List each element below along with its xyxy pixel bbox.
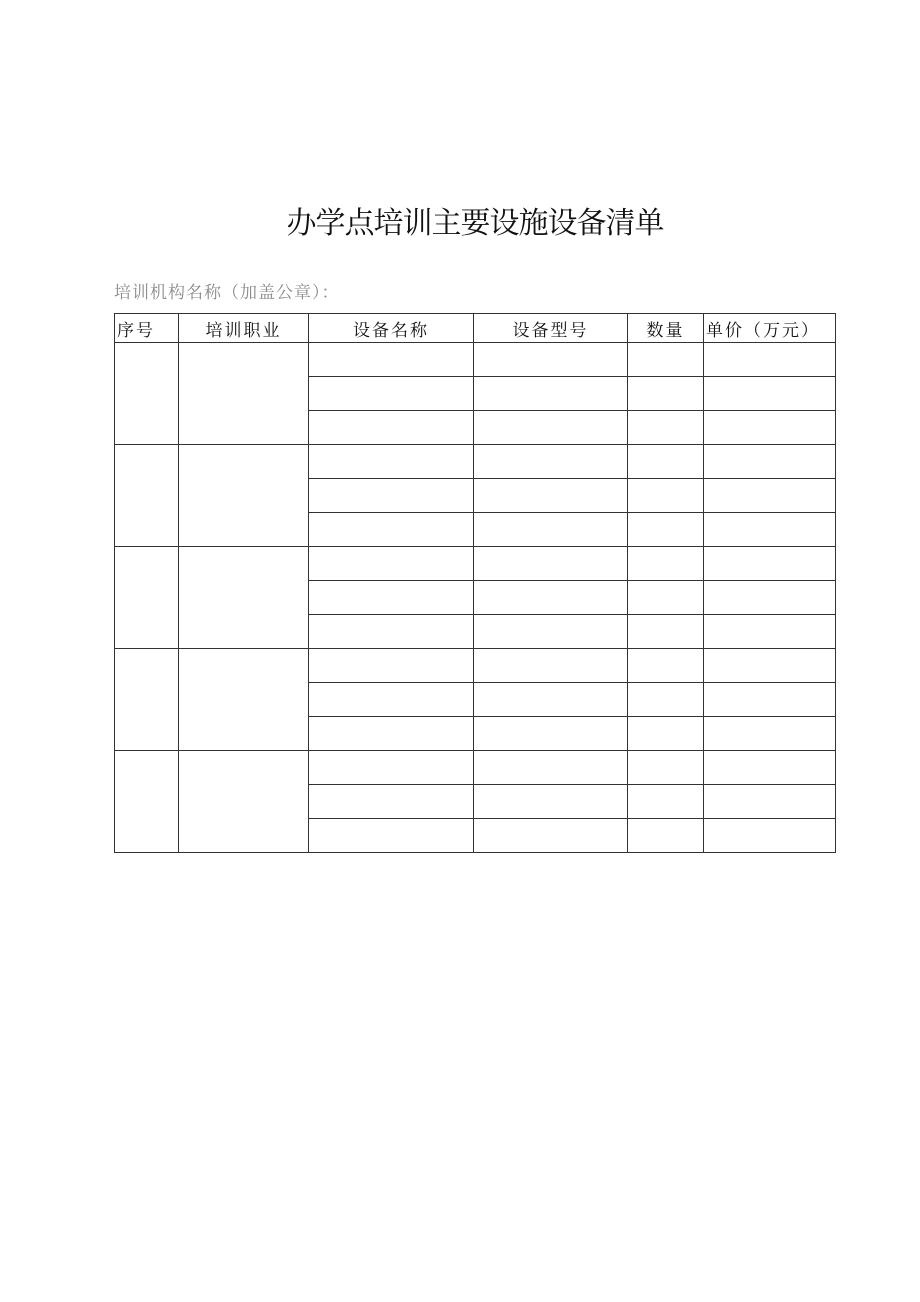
equipment-model-cell[interactable] [474, 343, 628, 377]
unit-price-cell[interactable] [704, 683, 836, 717]
table-row [115, 751, 836, 785]
equipment-name-cell[interactable] [309, 649, 474, 683]
equipment-name-cell[interactable] [309, 411, 474, 445]
unit-price-cell[interactable] [704, 445, 836, 479]
quantity-cell[interactable] [628, 547, 704, 581]
equipment-model-cell[interactable] [474, 683, 628, 717]
header-seq: 序号 [115, 314, 179, 343]
unit-price-cell[interactable] [704, 751, 836, 785]
header-equipment-name: 设备名称 [309, 314, 474, 343]
unit-price-cell[interactable] [704, 513, 836, 547]
table-row [115, 649, 836, 683]
unit-price-cell[interactable] [704, 717, 836, 751]
page-title: 办学点培训主要设施设备清单 [286, 206, 664, 241]
table-row [115, 343, 836, 377]
equipment-table [114, 313, 836, 853]
quantity-cell[interactable] [628, 615, 704, 649]
quantity-cell[interactable] [628, 513, 704, 547]
quantity-cell[interactable] [628, 683, 704, 717]
seq-cell[interactable] [115, 547, 179, 649]
unit-price-cell[interactable] [704, 819, 836, 853]
unit-price-cell[interactable] [704, 649, 836, 683]
equipment-name-cell[interactable] [309, 683, 474, 717]
equipment-model-cell[interactable] [474, 581, 628, 615]
equipment-model-cell[interactable] [474, 513, 628, 547]
occupation-cell[interactable] [179, 751, 309, 853]
unit-price-cell[interactable] [704, 377, 836, 411]
equipment-name-cell[interactable] [309, 751, 474, 785]
quantity-cell[interactable] [628, 751, 704, 785]
equipment-name-cell[interactable] [309, 615, 474, 649]
occupation-cell[interactable] [179, 343, 309, 445]
quantity-cell[interactable] [628, 819, 704, 853]
equipment-name-cell[interactable] [309, 547, 474, 581]
equipment-name-cell[interactable] [309, 479, 474, 513]
occupation-cell[interactable] [179, 445, 309, 547]
equipment-name-cell[interactable] [309, 445, 474, 479]
equipment-model-cell[interactable] [474, 649, 628, 683]
unit-price-cell[interactable] [704, 547, 836, 581]
unit-price-cell[interactable] [704, 343, 836, 377]
header-occupation: 培训职业 [179, 314, 309, 343]
equipment-model-cell[interactable] [474, 717, 628, 751]
quantity-cell[interactable] [628, 377, 704, 411]
equipment-name-cell[interactable] [309, 785, 474, 819]
quantity-cell[interactable] [628, 581, 704, 615]
equipment-model-cell[interactable] [474, 377, 628, 411]
header-quantity: 数量 [628, 314, 704, 343]
unit-price-cell[interactable] [704, 411, 836, 445]
equipment-name-cell[interactable] [309, 581, 474, 615]
organization-name-label: 培训机构名称（加盖公章）： [114, 283, 340, 303]
equipment-name-cell[interactable] [309, 819, 474, 853]
occupation-cell[interactable] [179, 649, 309, 751]
quantity-cell[interactable] [628, 649, 704, 683]
equipment-model-cell[interactable] [474, 547, 628, 581]
equipment-model-cell[interactable] [474, 411, 628, 445]
quantity-cell[interactable] [628, 717, 704, 751]
equipment-model-cell[interactable] [474, 751, 628, 785]
table-row [115, 445, 836, 479]
equipment-name-cell[interactable] [309, 377, 474, 411]
quantity-cell[interactable] [628, 785, 704, 819]
header-equipment-model: 设备型号 [474, 314, 628, 343]
seq-cell[interactable] [115, 445, 179, 547]
unit-price-cell[interactable] [704, 615, 836, 649]
equipment-model-cell[interactable] [474, 785, 628, 819]
header-row [115, 314, 836, 343]
equipment-model-cell[interactable] [474, 479, 628, 513]
seq-cell[interactable] [115, 649, 179, 751]
equipment-name-cell[interactable] [309, 717, 474, 751]
seq-cell[interactable] [115, 751, 179, 853]
quantity-cell[interactable] [628, 343, 704, 377]
unit-price-cell[interactable] [704, 581, 836, 615]
occupation-cell[interactable] [179, 547, 309, 649]
unit-price-cell[interactable] [704, 479, 836, 513]
unit-price-cell[interactable] [704, 785, 836, 819]
equipment-model-cell[interactable] [474, 445, 628, 479]
quantity-cell[interactable] [628, 479, 704, 513]
quantity-cell[interactable] [628, 445, 704, 479]
equipment-name-cell[interactable] [309, 513, 474, 547]
equipment-name-cell[interactable] [309, 343, 474, 377]
equipment-model-cell[interactable] [474, 615, 628, 649]
equipment-model-cell[interactable] [474, 819, 628, 853]
table-row [115, 547, 836, 581]
quantity-cell[interactable] [628, 411, 704, 445]
seq-cell[interactable] [115, 343, 179, 445]
header-unit-price: 单价（万元） [704, 314, 836, 343]
